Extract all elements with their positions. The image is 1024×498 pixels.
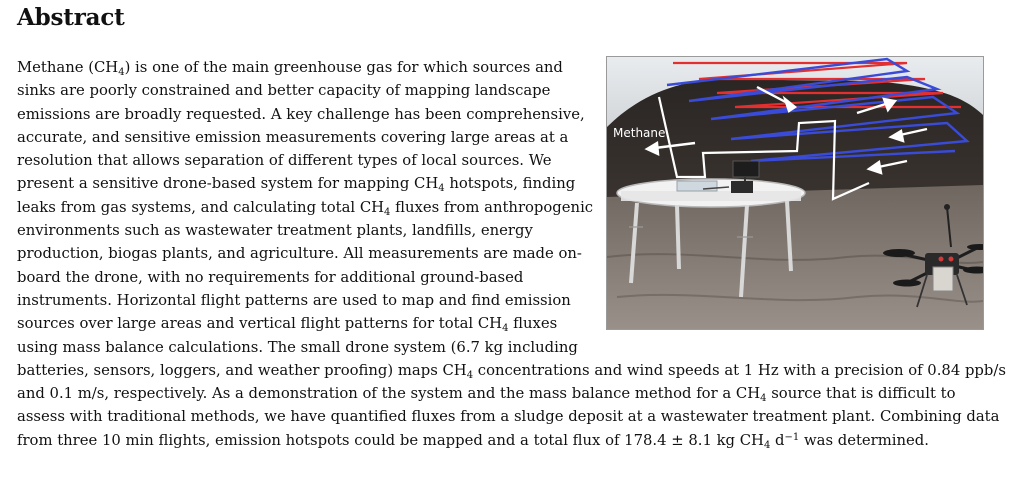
drone-system-photo <box>606 56 984 330</box>
methane-label: Methane <box>613 126 666 140</box>
drone-illustration <box>607 57 983 329</box>
section-heading: Abstract <box>17 4 125 31</box>
abstract-section <box>0 4 1024 498</box>
abstract-paragraph: Methane $(CH_4)$ is one of the main greenhouse gas for which sources and sinks are poorly constrained and better capacity of mapping landscape emissions are broadly requested. A key challenge has been comprehensive, accurate, and sensitive emission measurements covering large areas at a resolution that allows separation of different types of local sources. We present a sensitive drone-based system for mapping $CH_4$ hotspots, finding leaks from gas systems, and calculating total $CH_4$ fluxes from anthropogenic environments such as wastewater treatment plants, landfills, energy production, biogas plants, and agriculture. All measurements are made on-board the drone, with no requirements for additional ground-based instruments. Horizontal flight patterns are used to map and find emission sources over large areas and vertical flight patterns for total $CH_4$ fluxes using mass balance calculations. The small drone system (6.7 kg including batteries, sensors, loggers, and weather proofing) maps $CH_4$ concentrations and wind speeds at 1 Hz with a precision of 0.84 ppb/s and 0.1 m/s, respectively. As a demonstration of the system and the mass balance method for a $CH_4$ source that is difficult to assess with traditional methods, we have quantified fluxes from a sludge deposit at a wastewater treatment plant. Combining data from three 10 min flights, emission hotspots could be mapped and a total flux of 178.4 ± 8.1 kg $CH_4$ $d^{-1}$ was determined. <box>17 59 1006 451</box>
display-screen <box>733 161 759 177</box>
